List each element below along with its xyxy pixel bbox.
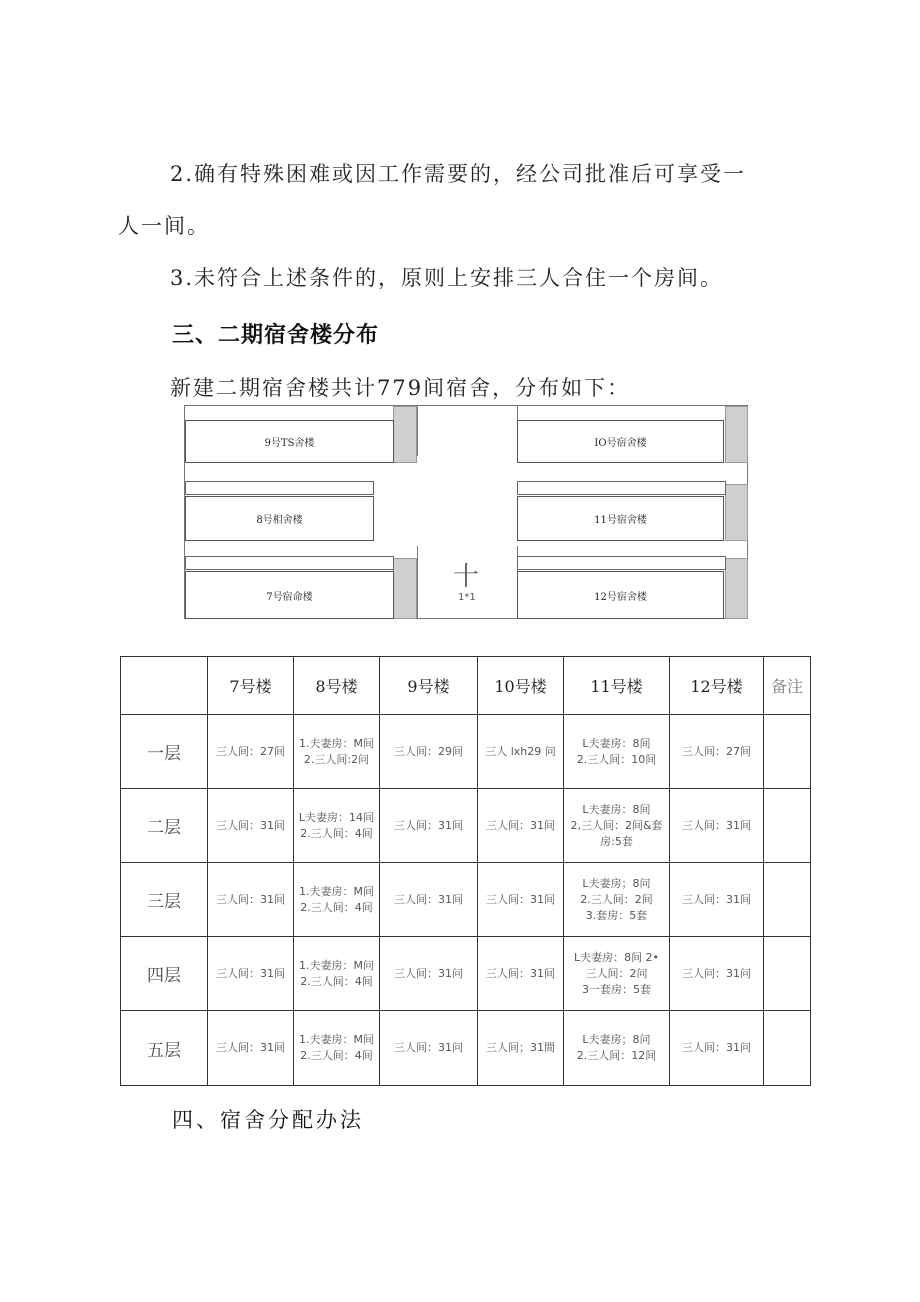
cell-line: L夫妻房；8问 (582, 1033, 651, 1046)
road-edge-left (417, 406, 418, 456)
gate-symbol: 十 (453, 562, 480, 592)
cell-line: 2.三人间：4间 (300, 974, 373, 988)
table-row (121, 715, 811, 789)
paragraph-item-3: 3.未符合上述条件的，原则上安排三人合住一个房间。 (170, 266, 724, 290)
cell-line: 三人间：29间 (394, 744, 463, 758)
table-cell (478, 863, 564, 937)
building-11: 11号宿舍楼 (517, 496, 724, 541)
table-cell (564, 715, 670, 789)
table-row (121, 789, 811, 863)
cell-line: 三人间：31问 (394, 966, 463, 980)
remarks-cell (764, 789, 811, 863)
cell-line: 三人间：27间 (682, 744, 751, 758)
table-row (121, 863, 811, 937)
table-row (121, 1011, 811, 1086)
table-cell (670, 937, 764, 1011)
building-10: IO号宿舍楼 (517, 420, 724, 463)
table-cell (294, 715, 380, 789)
paragraph-item-2-line2: 人一间。 (118, 214, 210, 238)
strip-right-lower (517, 556, 726, 570)
table-cell (380, 715, 478, 789)
cell-line: 三人间：31间 (394, 818, 463, 832)
table-cell (380, 1011, 478, 1086)
cell-line: 三人间；31間 (486, 1041, 555, 1054)
strip-left-upper (185, 481, 374, 495)
cell-line: 三人 lxh29 问 (485, 744, 556, 758)
cell-line: 3一套房：5套 (582, 982, 651, 996)
table-cell (564, 863, 670, 937)
cell-line: 1.夫妻房：M问 (299, 958, 374, 972)
building-9: 9号TS舍楼 (185, 420, 394, 463)
section-3-heading: 三、二期宿舍楼分布 (172, 323, 380, 348)
cell-line: 三人问：31问 (682, 966, 751, 980)
cell-line: 三人间：31间 (216, 892, 285, 906)
table-cell (478, 1011, 564, 1086)
cell-line: 三人间：31间 (216, 818, 285, 832)
table-cell (564, 937, 670, 1011)
cell-line: L夫妻房：8间 (582, 736, 651, 750)
cell-line: 三人间：31间 (486, 966, 555, 980)
table-cell (294, 937, 380, 1011)
cell-line: 三人间：31问 (394, 1041, 463, 1054)
table-row (121, 937, 811, 1011)
cell-line: 2,三人间：2间&套 (570, 818, 663, 832)
cell-line: 2.三人间：4间 (300, 900, 373, 914)
dormitory-floor-table (120, 656, 811, 1086)
gray-strip-top-center (393, 406, 417, 463)
paragraph-item-2-line1: 2.确有特殊困难或因工作需要的，经公司批准后可享受一 (170, 162, 747, 186)
table-header-row (121, 657, 811, 715)
cell-line: 三人间：31间 (394, 892, 463, 906)
cell-line: 三人间：27间 (216, 744, 285, 758)
gray-strip-bottom-right (725, 558, 748, 619)
table-cell (670, 1011, 764, 1086)
cell-line: 三人间：2问 (585, 966, 648, 980)
table-cell (670, 715, 764, 789)
cell-line: 2.三人间：12间 (576, 1049, 657, 1062)
cell-line: 房:5套 (600, 834, 633, 848)
cell-line: 三人间：31间 (216, 966, 285, 980)
cell-line: 三人间：31间 (486, 892, 555, 906)
cell-line: L夫妻房：8间 2• (573, 950, 660, 964)
cell-line: 三人间：31问 (682, 1041, 751, 1054)
header-cell-empty (121, 657, 208, 715)
table-cell (478, 937, 564, 1011)
cell-line: 三人间：31间 (216, 1041, 285, 1054)
table-cell (208, 789, 294, 863)
table-cell (380, 937, 478, 1011)
floor-label: 二层 (121, 789, 208, 863)
remarks-cell (764, 1011, 811, 1086)
header-cell: 9号楼 (380, 657, 478, 715)
table-cell (670, 789, 764, 863)
floor-label: 五层 (121, 1011, 208, 1086)
building-12: 12号宿舍楼 (517, 571, 724, 619)
table-cell (294, 1011, 380, 1086)
intro-paragraph: 新建二期宿舍楼共计779间宿舍，分布如下： (170, 376, 631, 400)
header-cell: 8号楼 (294, 657, 380, 715)
table-cell (208, 937, 294, 1011)
cell-line: 2.三人间：2间 (580, 892, 653, 906)
header-cell-remarks: 备注 (764, 657, 811, 715)
cell-line: L夫妻房：14间 (298, 810, 375, 824)
table-cell (380, 789, 478, 863)
gate-label: 1*1 (458, 592, 476, 603)
header-cell: 7号楼 (208, 657, 294, 715)
remarks-cell (764, 863, 811, 937)
header-cell: 10号楼 (478, 657, 564, 715)
gray-strip-bottom-center (393, 558, 417, 619)
strip-right-upper (517, 481, 726, 495)
table-body (121, 715, 811, 1086)
table-cell (478, 789, 564, 863)
cell-line: L夫妻房：8间 (582, 802, 651, 816)
cell-line: 2.三人间：4间 (300, 826, 373, 840)
table-cell (208, 715, 294, 789)
cell-line: 3.套房：5套 (585, 908, 648, 922)
remarks-cell (764, 715, 811, 789)
section-4-heading: 四、宿舍分配办法 (172, 1108, 364, 1132)
gray-strip-mid-right (725, 484, 748, 541)
table-cell (294, 789, 380, 863)
cell-line: 三人间：31间 (682, 892, 751, 906)
floor-label: 三层 (121, 863, 208, 937)
cell-line: 三人间：31间 (682, 818, 751, 832)
cell-line: 三人间：31间 (486, 818, 555, 832)
table-cell (670, 863, 764, 937)
table-cell (208, 863, 294, 937)
dormitory-site-map (184, 405, 748, 619)
strip-left-lower (185, 556, 394, 570)
cell-line: 1.夫妻房：M间 (299, 1033, 374, 1046)
cell-line: 2.三人间：10间 (576, 752, 657, 766)
table-cell (208, 1011, 294, 1086)
floor-label: 四层 (121, 937, 208, 1011)
road-edge-left-lower (417, 546, 418, 618)
table-cell (564, 1011, 670, 1086)
cell-line: 1.夫妻房：M间 (299, 884, 374, 898)
cell-line: 2.三人间：4间 (300, 1049, 373, 1062)
building-8: 8号相舍楼 (185, 496, 374, 541)
cell-line: L夫妻房；8问 (582, 876, 651, 890)
gray-strip-top-right (725, 406, 748, 463)
cell-line: 1.夫妻房：M间 (299, 736, 374, 750)
header-cell: 11号楼 (564, 657, 670, 715)
building-7: 7号宿命楼 (185, 571, 394, 619)
table-cell (294, 863, 380, 937)
header-cell: 12号楼 (670, 657, 764, 715)
table-cell (564, 789, 670, 863)
table-cell (380, 863, 478, 937)
table-cell (478, 715, 564, 789)
cell-line: 2.三人间:2问 (303, 752, 370, 766)
floor-label: 一层 (121, 715, 208, 789)
remarks-cell (764, 937, 811, 1011)
